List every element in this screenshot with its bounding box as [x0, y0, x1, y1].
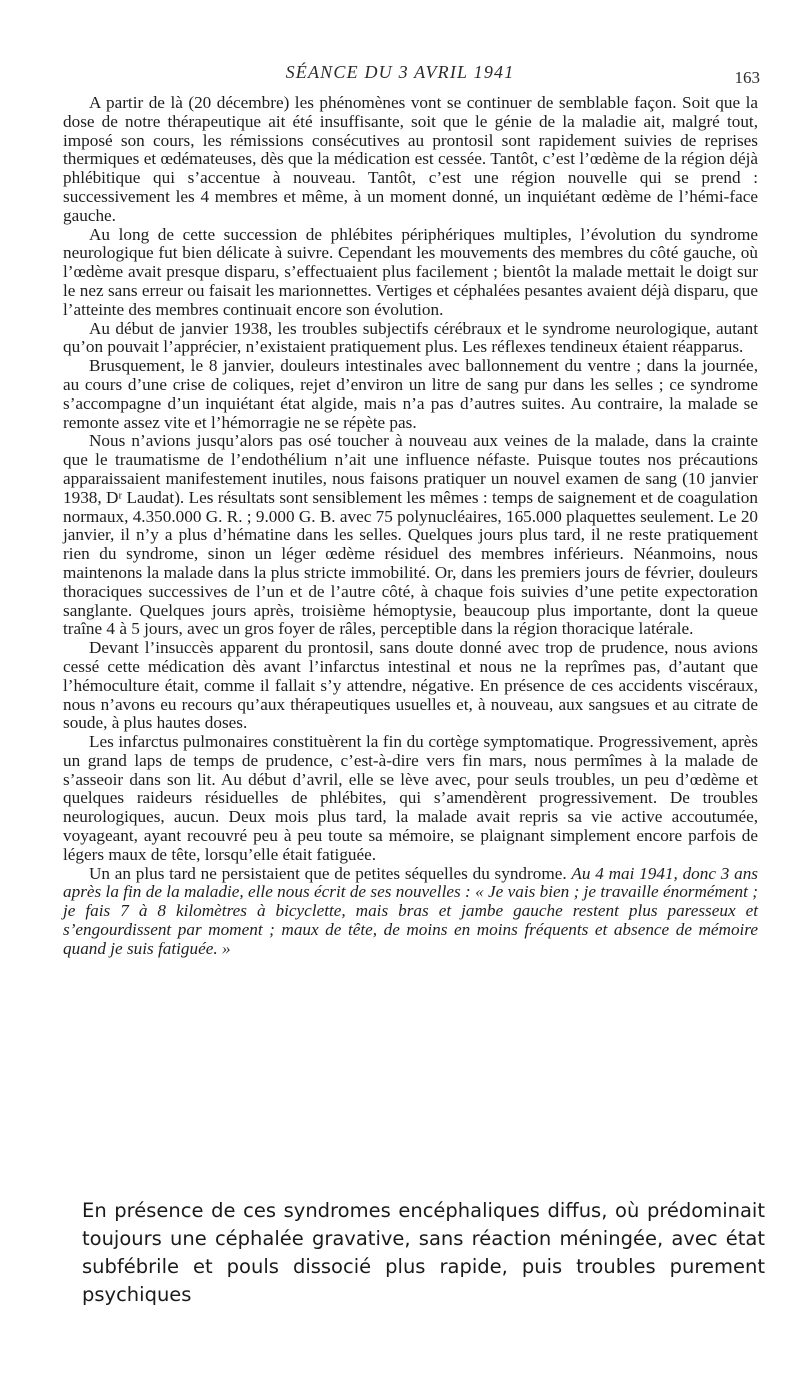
- running-title: SÉANCE DU 3 AVRIL 1941: [285, 62, 515, 82]
- paragraph-5: Nous n’avions jusqu’alors pas osé toucher à nouveau aux veines de la malade, dans la crainte que le traumatisme de l’endothélium n’ait une influence néfaste. Puisque toutes nos précautions apparaissaient manifestement inutiles, nous faisons pratiquer un nouvel examen de sang (10 janvier 1938, Dʳ Laudat). Les résultats sont sensiblement les mêmes : temps de saignement et de coagulation normaux, 4.350.000 G. R. ; 9.000 G. B. avec 75 polynucléaires, 165.000 plaquettes seulement. Le 20 janvier, il n’y a plus d’hématine dans les selles. Quelques jours plus tard, il ne reste pratiquement rien du syndrome, sinon un léger œdème résiduel des membres inférieurs. Néanmoins, nous maintenons la malade dans la plus stricte immobilité. Or, dans les premiers jours de février, douleurs thoraciques successives de l’un et de l’autre côté, à chaque fois suivies d’une petite expectoration sanglante. Quelques jours après, troisième hémoptysie, beaucoup plus importante, dont la queue traîne 4 à 5 jours, avec un gros foyer de râles, perceptible dans la région thoracique latérale.: [63, 431, 759, 639]
- paragraph-6: Devant l’insuccès apparent du prontosil, sans doute donné avec trop de prudence, nous avions cessé cette médication dès avant l’infarctus intestinal et nous ne la reprîmes pas, d’autant que l’hémoculture était, comme il fallait s’y attendre, négative. En présence de ces accidents viscéraux, nous n’avons eu recours qu’aux thérapeutiques usuelles et, à nouveau, aux sangsues et au citrate de soude, à plus hautes doses.: [63, 638, 758, 733]
- paragraph-8-intro: Un an plus tard ne persistaient que de petites séquelles du syndrome.: [89, 863, 567, 883]
- paragraph-2: Au long de cette succession de phlébites périphériques multiples, l’évolution du syndrome neurologique fut bien délicate à suivre. Cependant les mouvements des membres du côté gauche, où l’œdème avait presque disparu, s’effectuaient plus facilement ; bientôt la malade mettait le doigt sur le nez sans erreur ou faisait les marionnettes. Vertiges et céphalées pesantes avaient déjà disparu, que l’atteinte des membres continuait encore son évolution.: [63, 224, 758, 319]
- page-number: 163: [734, 68, 760, 87]
- paragraph-8: [63, 865, 758, 959]
- paragraph-4: Brusquement, le 8 janvier, douleurs intestinales avec ballonnement du ventre ; dans la journée, au cours d’une crise de coliques, rejet d’environ un litre de sang pur dans les selles ; ce syndrome s’accompagne d’un inquiétant état algide, mais n’a pas d’autres suites. Au contraire, la malade se remonte assez vite et l’hémorragie ne se répète pas.: [63, 356, 758, 432]
- running-head: [0, 58, 800, 98]
- paragraph-7: Les infarctus pulmonaires constituèrent la fin du cortège symptomatique. Progressivement, après un grand laps de temps de prudence, c’est-à-dire vers fin mars, nous permîmes à la malade de s’asseoir dans son lit. Au début d’avril, elle se lève avec, pour seuls troubles, un peu d’œdème et quelques raideurs résiduelles de phlébites, qui s’amendèrent progressivement. De troubles neurologiques, aucun. Deux mois plus tard, la malade avait repris sa vie active accoutumée, voyageant, ayant recouvré peu à peu toute sa mémoire, se plaignant simplement encore parfois de légers maux de tête, lorsqu’elle était fatiguée.: [63, 732, 758, 864]
- conclusion-text: En présence de ces syndromes encéphaliques diffus, où prédominait toujours une céphalée gravative, sans réaction méningée, avec état subfébrile et pouls dissocié plus rapide, puis troubles purement psychiques: [82, 1199, 765, 1306]
- paragraph-1: A partir de là (20 décembre) les phénomènes vont se continuer de semblable façon. Soit que la dose de notre thérapeutique ait été insuffisante, soit que le génie de la maladie ait, malgré tout, imposé son cours, les rémissions consécutives au prontosil sont rapidement suivies de reprises thermiques et œdémateuses, dès que la médication est cessée. Tantôt, c’est l’œdème de la région déjà phlébitique qui s’accentue à nouveau. Tantôt, c’est une région nouvelle qui se prend : successivement les 4 membres et même, à un moment donné, un inquiétant œdème de l’hémi-face gauche.: [63, 93, 758, 225]
- conclusion-block: [82, 1197, 765, 1309]
- patient-letter-quote: Au 4 mai 1941, donc 3 ans après la fin de la maladie, elle nous écrit de ses nouvelles : « Je vais bien ; je travaille énormément ; je fais 7 à 8 kilomètres à bicyclette, mais bras et jambe gauche restent plus paresseux et s’engourdissent par moment ; maux de tête, de moins en moins fréquents et absence de mémoire quand je suis fatiguée. »: [63, 863, 758, 958]
- body-text: [63, 94, 758, 959]
- paragraph-3: Au début de janvier 1938, les troubles subjectifs cérébraux et le syndrome neurologique, autant qu’on pouvait l’apprécier, n’existaient pratiquement plus. Les réflexes tendineux étaient réapparus.: [63, 318, 758, 357]
